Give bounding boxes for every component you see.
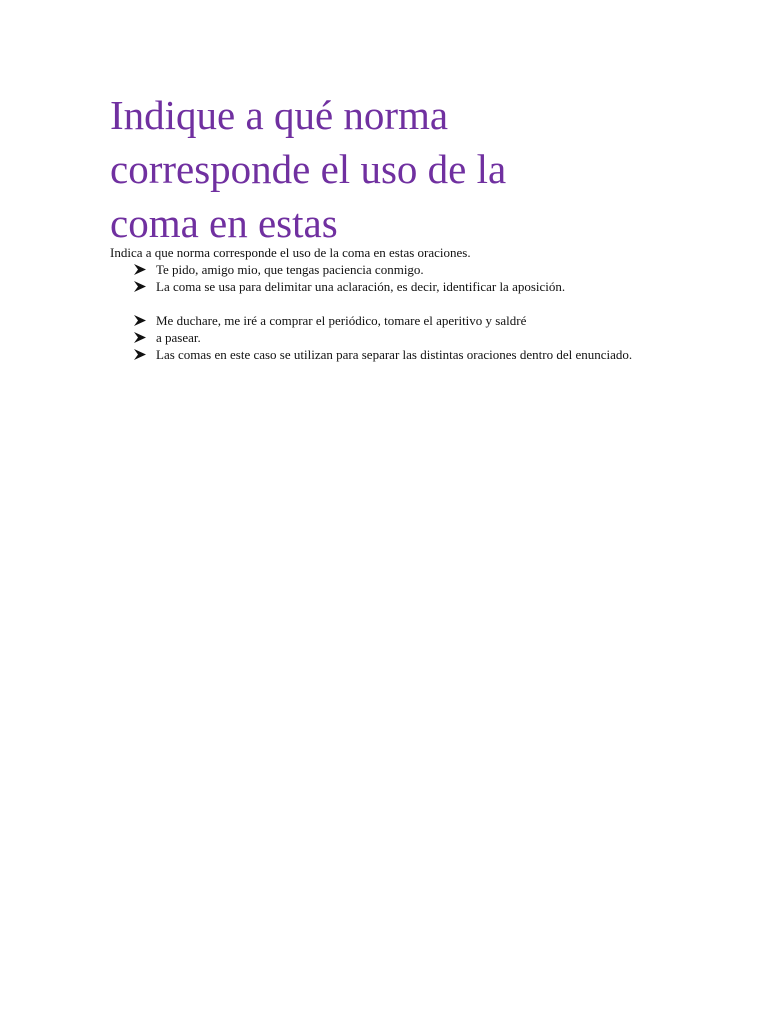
list-item <box>110 278 670 295</box>
arrowhead-bullet-icon <box>134 312 148 329</box>
document-content <box>110 88 670 363</box>
list-item <box>110 329 670 346</box>
arrowhead-bullet-icon <box>134 261 148 278</box>
list-item <box>110 312 670 329</box>
arrowhead-bullet-icon <box>134 329 148 346</box>
arrowhead-bullet-icon <box>134 278 148 295</box>
intro-text: Indica a que norma corresponde el uso de la coma en estas oraciones. <box>110 245 471 260</box>
list-item <box>110 346 670 363</box>
list-item-text: Las comas en este caso se utilizan para separar las distintas oraciones dentro del enunciado. <box>156 347 633 362</box>
list-item-text: Me duchare, me iré a comprar el periódico, tomare el aperitivo y saldré <box>156 313 527 328</box>
list-item-text: Te pido, amigo mio, que tengas paciencia conmigo. <box>156 262 424 277</box>
list-item-text: a pasear. <box>156 330 201 345</box>
list-item-text: La coma se usa para delimitar una aclaración, es decir, identificar la aposición. <box>156 279 566 294</box>
arrowhead-bullet-icon <box>134 346 148 363</box>
list-item <box>110 261 670 278</box>
document-title: Indique a qué norma corresponde el uso de la coma en estas <box>110 92 507 246</box>
bullet-list <box>110 261 670 363</box>
